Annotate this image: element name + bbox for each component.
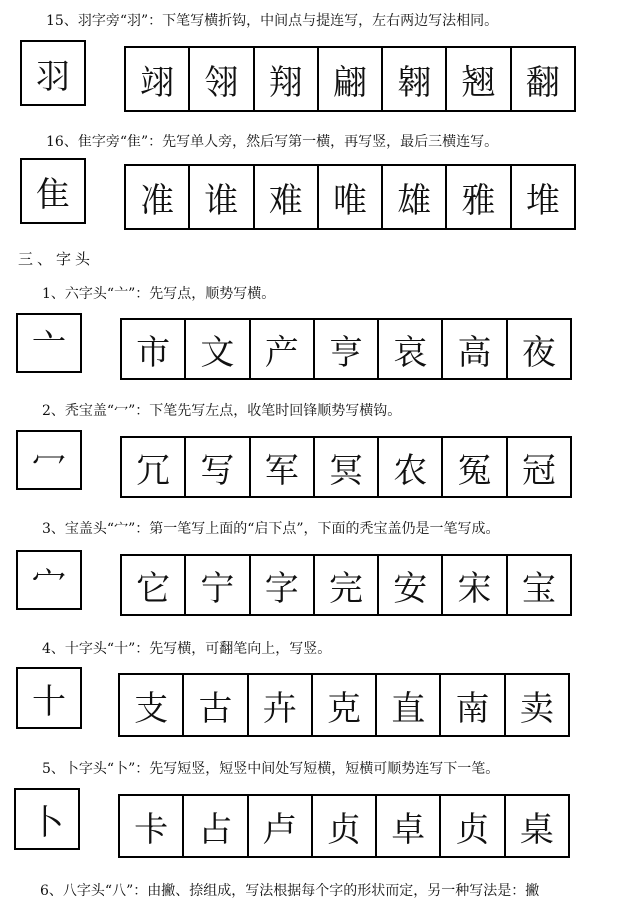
example-char: 亨	[315, 320, 379, 378]
example-char: 翘	[447, 48, 511, 110]
example-char: 冥	[315, 438, 379, 496]
example-char: 卉	[249, 675, 313, 735]
example-char: 贞	[441, 796, 505, 856]
example-char: 占	[184, 796, 248, 856]
example-char: 高	[443, 320, 507, 378]
example-char: 唯	[319, 166, 383, 228]
rule-text: 1、六字头“亠”：先写点，顺势写横。	[42, 286, 276, 302]
radical-box	[20, 40, 86, 106]
rule-text: 4、十字头“十”：先写横，可翻笔向上，写竖。	[42, 641, 332, 657]
example-char: 市	[122, 320, 186, 378]
example-char: 写	[186, 438, 250, 496]
radical-char: 隹	[36, 174, 70, 215]
example-char: 直	[377, 675, 441, 735]
example-char: 卖	[519, 688, 554, 729]
example-char: 支	[120, 675, 184, 735]
rule-text-16: 16、隹字旁“隹”：先写单人旁，然后写第一横，再写竖，最后三横连写。	[46, 134, 499, 150]
char-row	[124, 164, 576, 230]
radical-char: 宀	[32, 563, 66, 604]
char-row	[120, 318, 572, 380]
example-char: 宁	[186, 556, 250, 614]
rule-text: 2、秃宝盖“冖”：下笔先写左点，收笔时回锋顺势写横钩。	[42, 403, 402, 419]
radical-char: 羽	[36, 56, 70, 97]
example-char: 翩	[319, 48, 383, 110]
radical-box	[16, 550, 82, 610]
rule-text-15: 15、羽字旁“羽”：下笔写横折钩，中间点与提连写，左右两边写法相同。	[46, 13, 499, 29]
example-char: 堆	[525, 180, 560, 221]
example-char: 宋	[443, 556, 507, 614]
rule-text: 6、八字头“八”：由撇、捺组成，写法根据每个字的形状而定，另一种写法是：撇	[40, 883, 540, 899]
example-char: 卢	[249, 796, 313, 856]
example-char: 准	[126, 166, 190, 228]
example-char: 冤	[443, 438, 507, 496]
char-row	[124, 46, 576, 112]
example-char: 古	[184, 675, 248, 735]
example-char: 冠	[521, 450, 556, 491]
example-char: 农	[379, 438, 443, 496]
example-char: 卓	[377, 796, 441, 856]
example-char: 字	[251, 556, 315, 614]
char-row	[120, 436, 572, 498]
radical-char: 十	[32, 681, 66, 722]
example-char: 桌	[519, 809, 554, 850]
section-heading: 三、字头	[18, 250, 95, 268]
radical-box	[20, 158, 86, 224]
example-char: 夜	[521, 332, 556, 373]
char-row	[118, 673, 570, 737]
example-char: 它	[122, 556, 186, 614]
example-char: 雅	[447, 166, 511, 228]
char-row	[120, 554, 572, 616]
rule-text: 3、宝盖头“宀”：第一笔写上面的“启下点”，下面的秃宝盖仍是一笔写成。	[42, 521, 500, 537]
radical-char: 卜	[30, 802, 64, 843]
example-char: 安	[379, 556, 443, 614]
radical-box	[14, 788, 80, 850]
example-char: 翻	[525, 62, 560, 103]
radical-box	[16, 667, 82, 729]
example-char: 贞	[313, 796, 377, 856]
example-char: 军	[251, 438, 315, 496]
example-char: 文	[186, 320, 250, 378]
example-char: 冗	[122, 438, 186, 496]
example-char: 翎	[190, 48, 254, 110]
example-char: 翊	[126, 48, 190, 110]
char-row	[118, 794, 570, 858]
example-char: 翔	[255, 48, 319, 110]
example-char: 雄	[383, 166, 447, 228]
example-char: 南	[441, 675, 505, 735]
radical-box	[16, 430, 82, 490]
radical-char: 冖	[32, 443, 66, 484]
radical-box	[16, 313, 82, 373]
rule-text: 5、卜字头“卜”：先写短竖，短竖中间处写短横，短横可顺势连写下一笔。	[42, 761, 500, 777]
example-char: 翱	[383, 48, 447, 110]
example-char: 哀	[379, 320, 443, 378]
example-char: 卡	[120, 796, 184, 856]
example-char: 谁	[190, 166, 254, 228]
example-char: 产	[251, 320, 315, 378]
example-char: 宝	[521, 568, 556, 609]
example-char: 完	[315, 556, 379, 614]
example-char: 难	[255, 166, 319, 228]
radical-char: 亠	[32, 326, 66, 367]
example-char: 克	[313, 675, 377, 735]
